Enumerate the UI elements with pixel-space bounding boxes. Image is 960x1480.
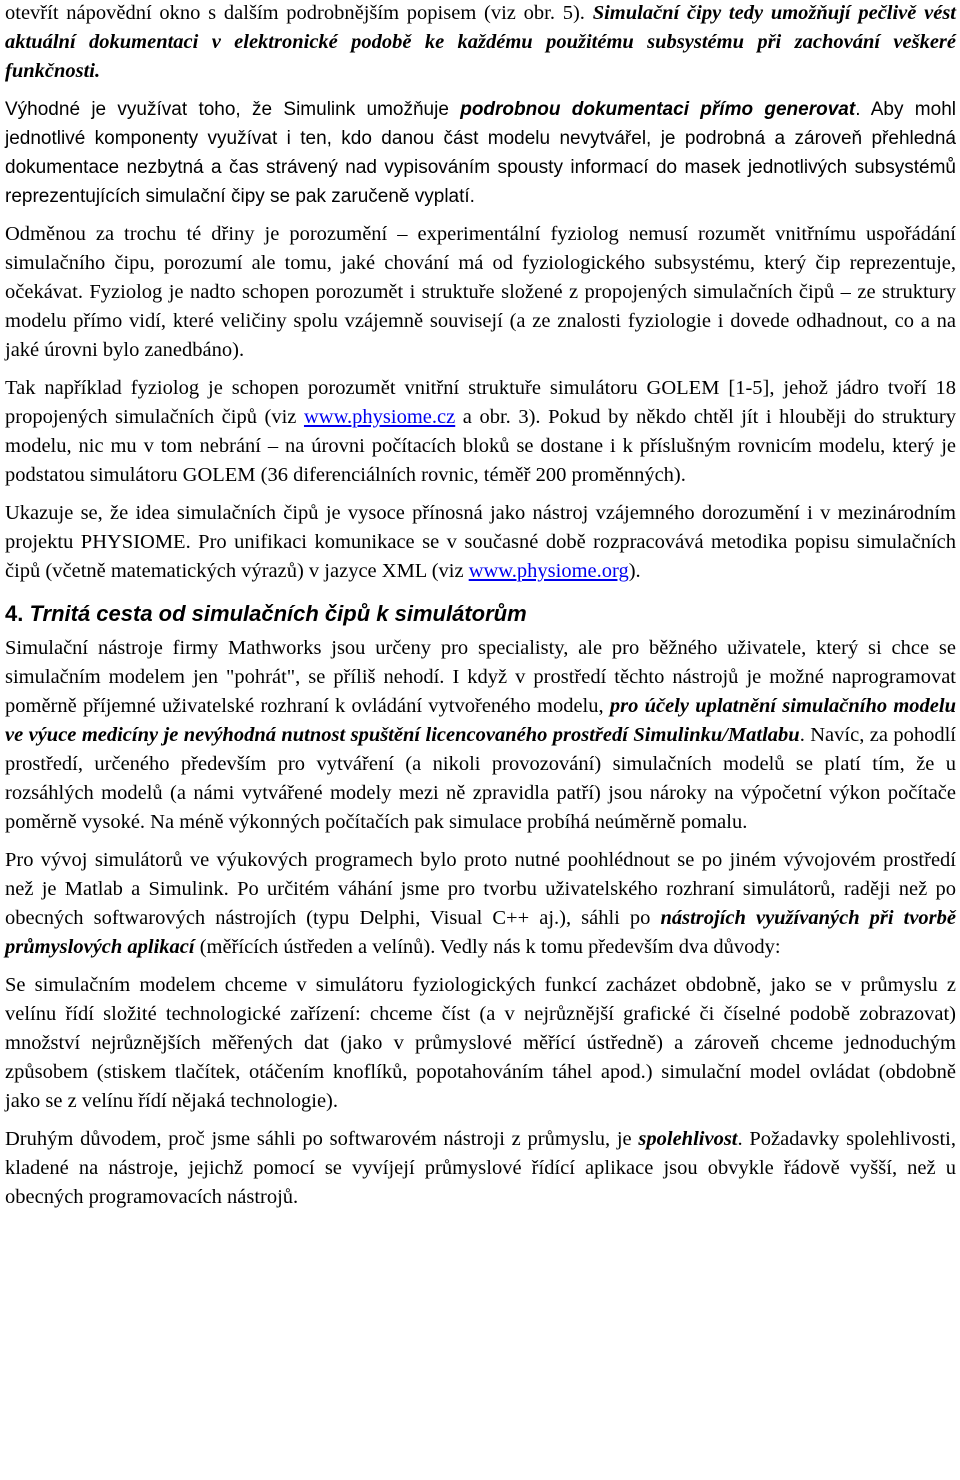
physiome-org-link[interactable]: www.physiome.org [468,560,629,582]
paragraph-emphasis: podrobnou dokumentaci přímo generovat [460,99,856,120]
paragraph-reward [5,220,956,365]
paragraph-golem [5,374,956,490]
paragraph-text: Odměnou za trochu té dřiny je porozumění – experimentální fyziolog nemusí rozumět vnitřnímu uspořádání simulačního čipu, porozumí ale tomu, jaké chování má od fyziologického subsystému, který čip reprezentuje, očekávat. Fyziolog je nadto schopen porozumět i struktuře složené z propojených simulačních čipů – ze struktury modelu přímo vidí, které veličiny spolu vzájemně souvisejí (a ze znalosti fyziologie i dovede odhadnout, co a na jaké úrovni bylo zanedbáno). [5,223,956,361]
intro-emphasis: Simulační čipy tedy umožňují pečlivě vést aktuální dokumentaci v elektronické podobě ke každému použitému subsystému při zachování veškeré funkčnosti. [5,2,956,82]
paragraph-text: Ukazuje se, že idea simulačních čipů je vysoce přínosná jako nástroj vzájemného dorozumění i v mezinárodním projektu PHYSIOME. Pro unifikaci komunikace se v současné době rozpracovává metodika popisu simulačních čipů (včetně matematických výrazů) v jazyce XML (viz [5,502,956,582]
paragraph-emphasis: spolehlivost [638,1128,738,1150]
paragraph-reliability [5,1125,956,1212]
paragraph-physiome [5,499,956,586]
paragraph-text: . Aby mohl jednotlivé komponenty využívat i ten, kdo danou část modelu nevytvářel, je podrobná a zároveň přehledná dokumentace nezbytná a čas strávený nad vypisováním spousty informací do masek jednotlivých subsystémů reprezentujících simulační čipy se pak zaručeně vyplatí. [5,99,956,207]
paragraph-text: Se simulačním modelem chceme v simulátoru fyziologických funkcí zacházet obdobně, jako se v průmyslu z velínu řídí složité technologické zařízení: chceme číst (a v nejrůznější grafické či číselné podobě zobrazovat) množství nejrůznějších měřených dat (jako v průmyslové měřící ústředně) a zároveň chceme jednoduchým způsobem (stiskem tlačítek, otáčením knoflíků, popotahováním táhel apod.) simulační model ovládat (obdobně jako se z velínu řídí nějaká technologie). [5,974,956,1112]
intro-text: otevřít nápovědní okno s dalším podrobnějším popisem (viz obr. 5). [5,2,593,24]
section-heading [5,600,956,628]
paragraph-text: Druhým důvodem, proč jsme sáhli po softwarovém nástroji z průmyslu, je [5,1128,639,1150]
paragraph-development [5,846,956,962]
paragraph-text: ). [628,560,641,582]
section-number: 4. [5,601,30,626]
paragraph-documentation [5,95,956,211]
paragraph-text: Výhodné je využívat toho, že Simulink umožňuje [5,99,461,120]
intro-paragraph [5,0,956,86]
paragraph-control-room [5,971,956,1116]
paragraph-text: Pro vývoj simulátorů ve výukových programech bylo proto nutné poohlédnout se po jiném vývojovém prostředí než je Matlab a Simulink. Po určitém váhání jsme pro tvorbu uživatelského rozhraní simulátorů, raději než po obecných softwarových nástrojích (typu Delphi, Visual C++ aj.), sáhli po [5,849,956,929]
paragraph-text: Tak například fyziolog je schopen porozumět vnitřní struktuře simulátoru GOLEM [1-5], jehož jádro tvoří 18 propojených simulačních čipů (viz [5,377,956,428]
section-title: Trnitá cesta od simulačních čipů k simulátorům [29,601,527,626]
paragraph-text: (měřících ústředen a velínů). Vedly nás k tomu především dva důvody: [194,936,781,958]
paragraph-text: . Navíc, za pohodlí prostředí, určeného především pro vytváření (a nikoli provozování) simulačních modelů se platí tím, že u rozsáhlých modelů (a námi vytvářené modely mezi ně zpravidla patří) jsou nároky na výpočetní výkon počítače poměrně vysoké. Na méně výkonných počítačích pak simulace probíhá neúměrně pomalu. [5,724,956,833]
paragraph-mathworks [5,634,956,837]
paragraph-emphasis: nástrojích využívaných při tvorbě průmyslových aplikací [5,907,956,958]
paragraph-text: . Požadavky spolehlivosti, kladené na nástroje, jejichž pomocí se vyvíjejí průmyslové řídící aplikace jsou obvykle řádově vyšší, než u obecných programovacích nástrojů. [5,1128,956,1208]
paragraph-emphasis: pro účely uplatnění simulačního modelu ve výuce medicíny je nevýhodná nutnost spuštění licencovaného prostředí Simulinku/Matlabu [5,695,956,746]
physiome-cz-link[interactable]: www.physiome.cz [303,406,456,428]
paragraph-text: Simulační nástroje firmy Mathworks jsou určeny pro specialisty, ale pro běžného uživatele, který si chce se simulačním modelem jen "pohrát", se příliš nehodí. I když v prostředí těchto nástrojů je možné naprogramovat poměrně příjemné uživatelské rozhraní k ovládání vytvořeného modelu, [5,637,956,717]
paragraph-text: a obr. 3). Pokud by někdo chtěl jít i hlouběji do struktury modelu, nic mu v tom nebrání – na úrovni počítacích bloků se dostane i k příslušným rovnicím modelu, který je podstatou simulátoru GOLEM (36 diferenciálních rovnic, téměř 200 proměnných). [5,406,956,486]
